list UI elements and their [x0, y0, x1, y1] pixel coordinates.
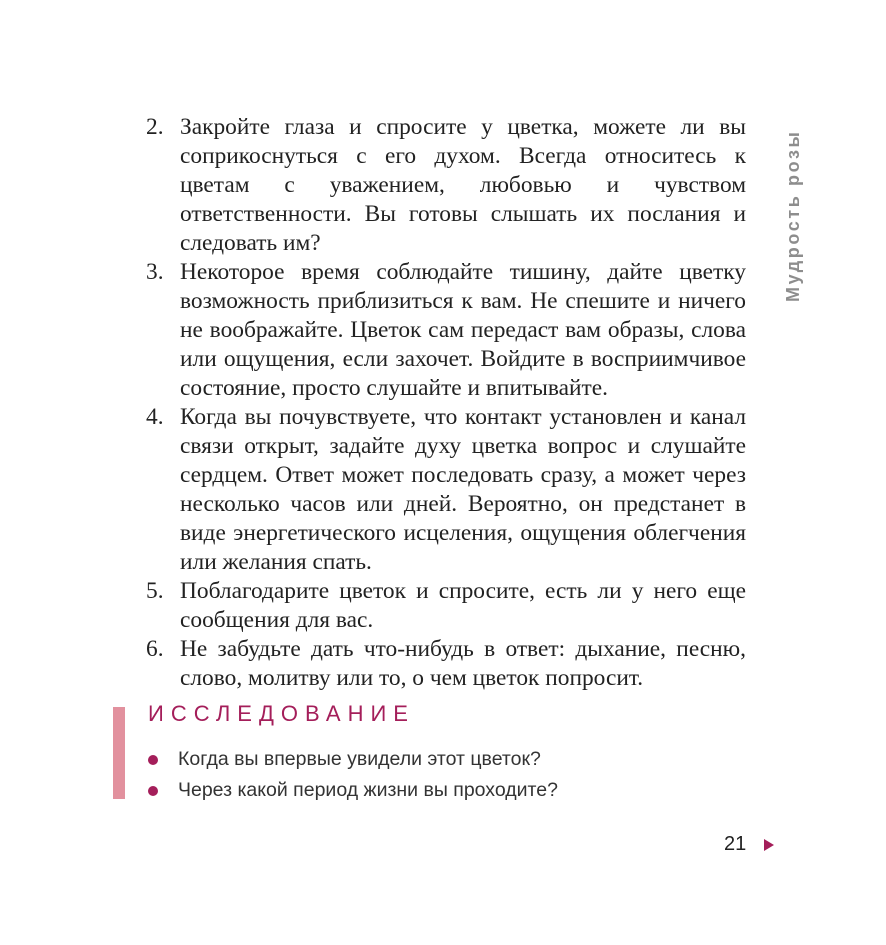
research-questions	[148, 744, 558, 806]
research-accent-bar	[113, 707, 125, 799]
list-item	[146, 403, 746, 577]
list-item	[146, 635, 746, 693]
research-heading: ИССЛЕДОВАНИЕ	[148, 701, 415, 726]
list-item	[146, 258, 746, 403]
step-number: 2.	[146, 114, 164, 140]
steps-list	[146, 113, 746, 693]
step-text: Когда вы почувствуете, что контакт установлен и канал связи открыт, задайте духу цветка вопрос и слушайте сердцем. Ответ может последовать сразу, а может через несколько часов или дней. Вероятно, он предстанет в виде энергетического исцеления, ощущения облегчения или желания спать.	[180, 404, 746, 575]
running-title	[783, 112, 803, 302]
step-text: Поблагодарите цветок и спросите, есть ли у него еще сообщения для вас.	[180, 578, 746, 633]
page-number: 21	[724, 833, 747, 855]
question-text: Когда вы впервые увидели этот цветок?	[178, 748, 541, 770]
next-page-arrow-icon[interactable]	[764, 839, 774, 851]
step-number: 4.	[146, 404, 164, 430]
bullet-icon	[148, 786, 158, 796]
step-text: Закройте глаза и спросите у цветка, можете ли вы соприкоснуться с его духом. Всегда относитесь к цветам с уважением, любовью и чувством ответственности. Вы готовы слышать их послания и следовать им?	[180, 114, 746, 256]
running-title-text: Мудрость розы	[783, 129, 803, 302]
step-number: 6.	[146, 636, 164, 662]
step-text: Не забудьте дать что-нибудь в ответ: дыхание, песню, слово, молитву или то, о чем цветок попросит.	[180, 636, 746, 691]
step-number: 5.	[146, 578, 164, 604]
list-item	[148, 744, 558, 775]
step-number: 3.	[146, 259, 164, 285]
list-item	[146, 113, 746, 258]
list-item	[146, 577, 746, 635]
list-item	[148, 775, 558, 806]
question-text: Через какой период жизни вы проходите?	[178, 779, 558, 801]
step-text: Некоторое время соблюдайте тишину, дайте цветку возможность приблизиться к вам. Не спешите и ничего не воображайте. Цветок сам передаст вам образы, слова или ощущения, если захочет. Войдите в восприимчивое состояние, просто слушайте и впитывайте.	[180, 259, 746, 401]
bullet-icon	[148, 755, 158, 765]
